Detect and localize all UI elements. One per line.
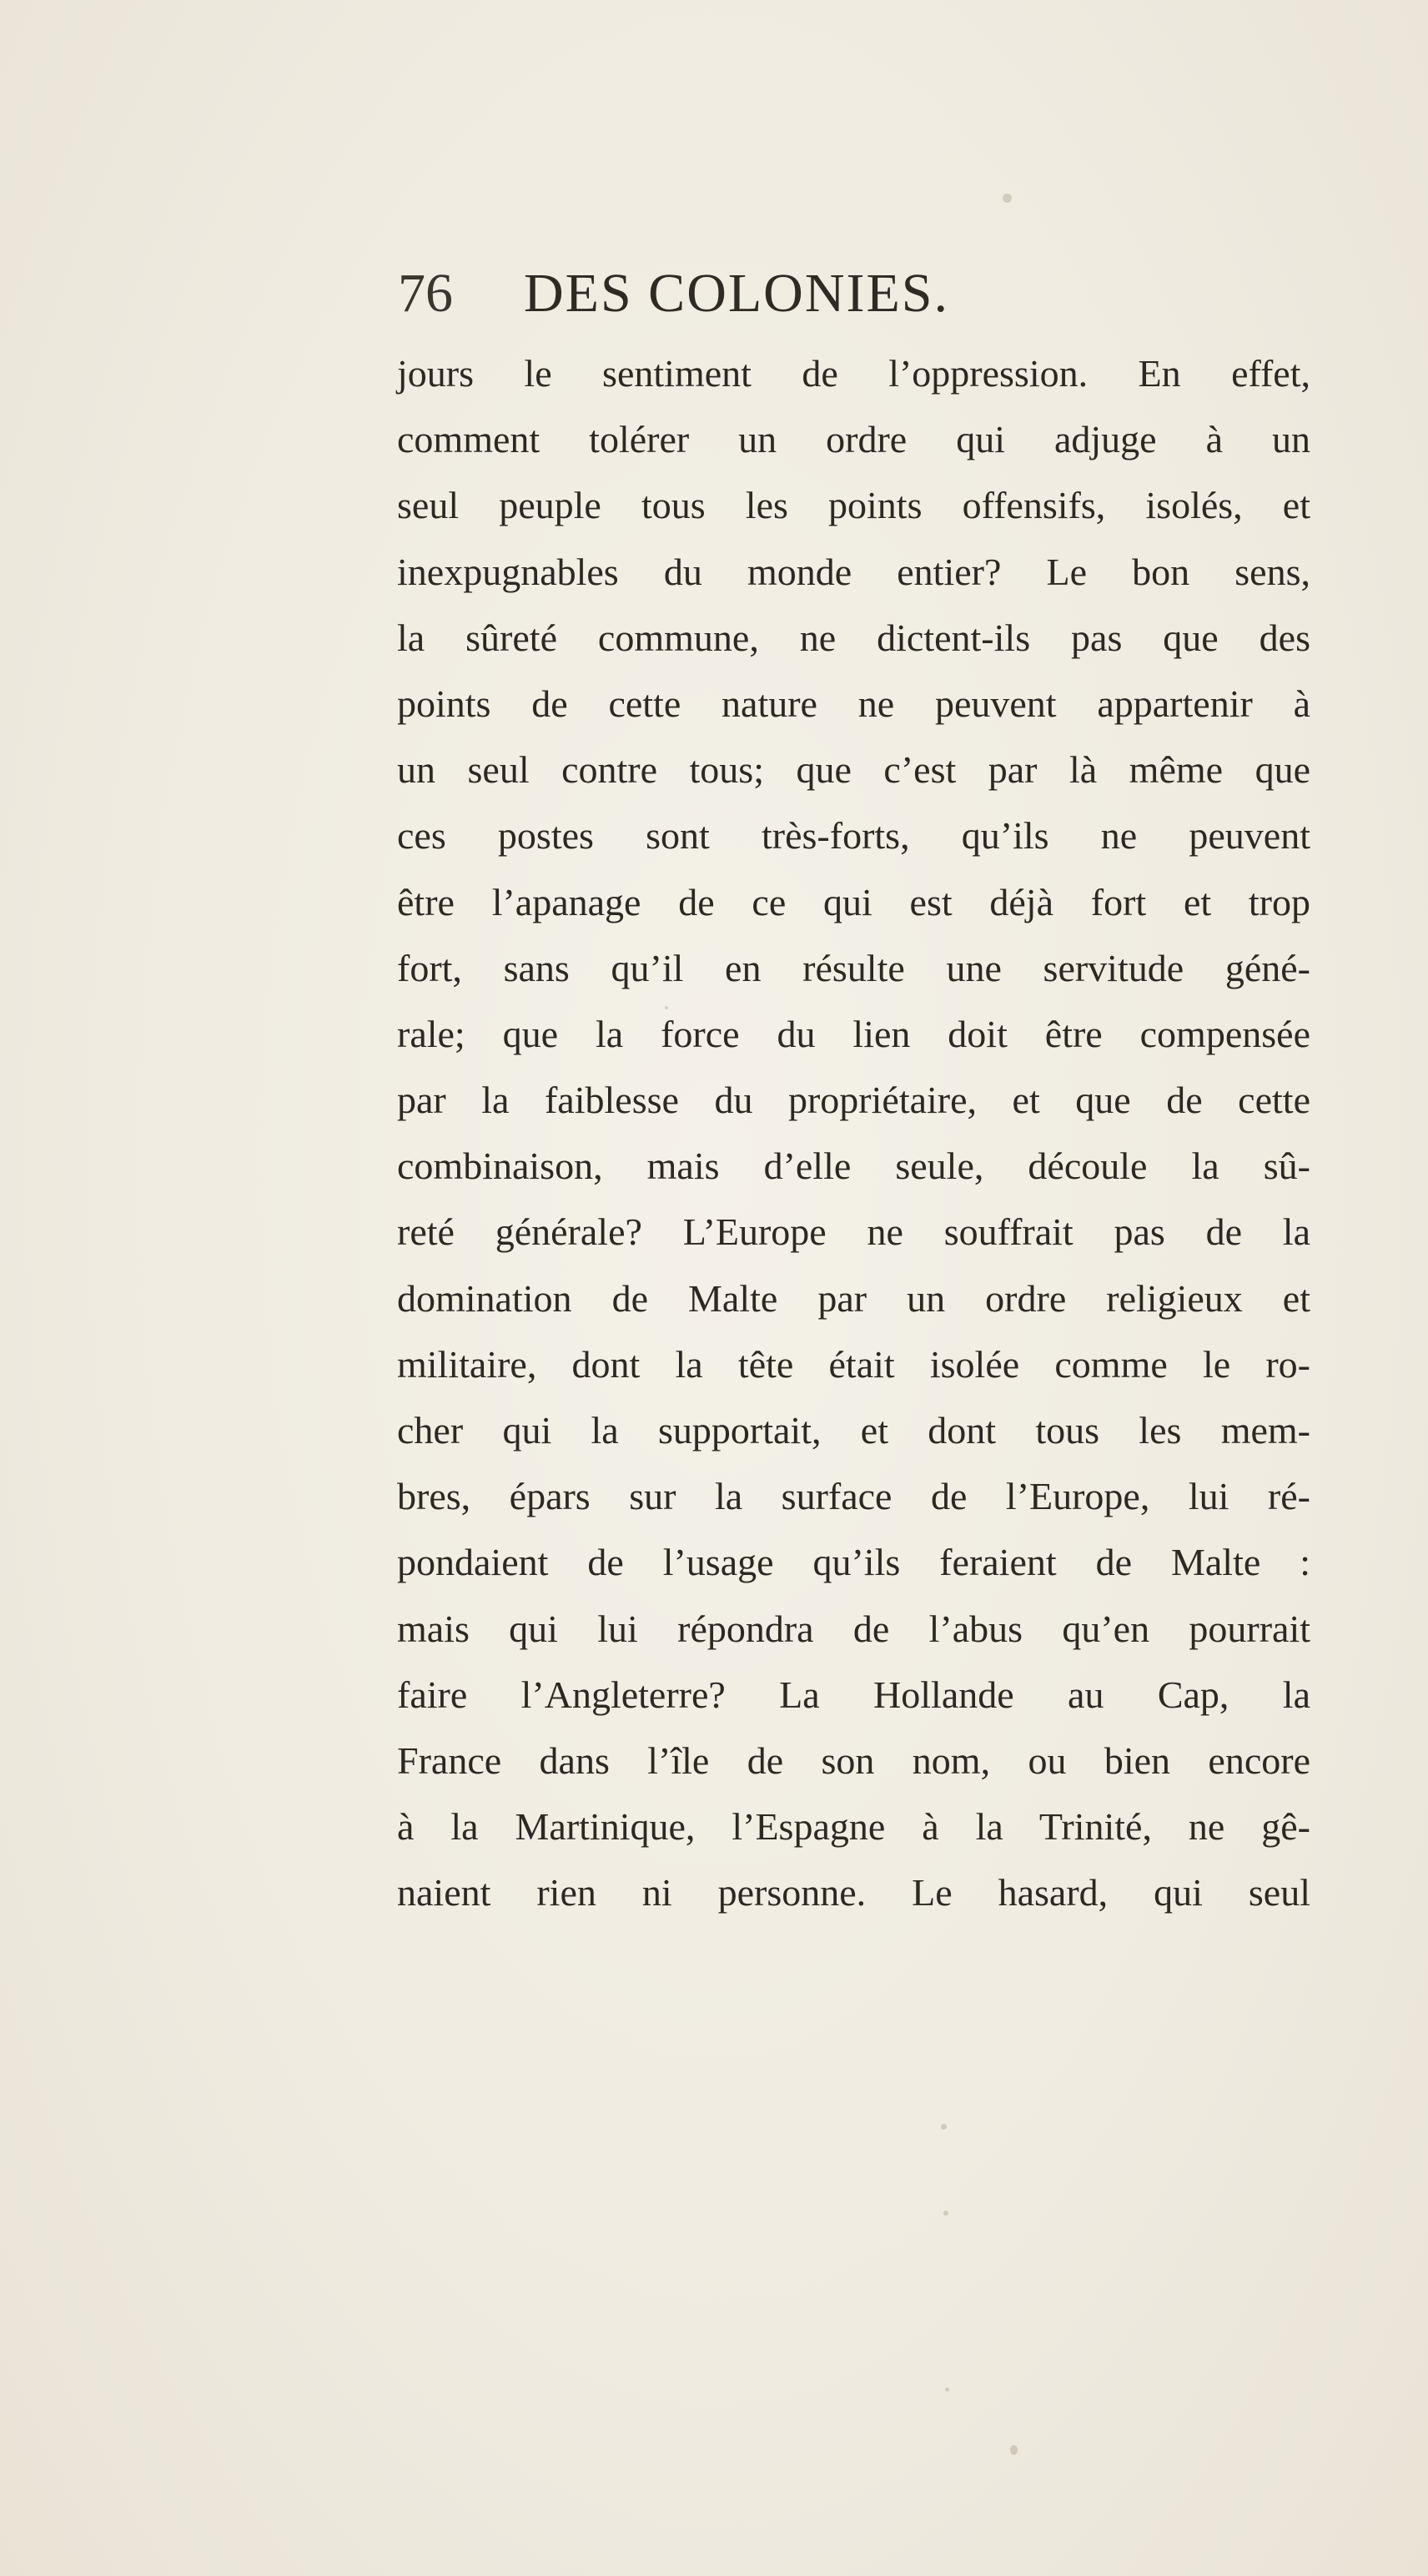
- text-line: être l’apanage de ce qui est déjà fort et trop: [397, 880, 1310, 923]
- text-line: points de cette nature ne peuvent appartenir à: [397, 682, 1310, 725]
- paper-speck: [1010, 2445, 1018, 2455]
- text-line: comment tolérer un ordre qui adjuge à un: [397, 418, 1310, 461]
- paper-speck: [941, 2124, 947, 2130]
- body-text: [397, 340, 1310, 1926]
- text-line: seul peuple tous les points offensifs, isolés, et: [397, 484, 1310, 527]
- paper-speck: [1003, 194, 1012, 203]
- text-line: rale; que la force du lien doit être compensée: [397, 1012, 1310, 1055]
- text-line: fort, sans qu’il en résulte une servitude géné-: [397, 946, 1310, 989]
- paper-speck: [943, 2211, 948, 2216]
- text-line: bres, épars sur la surface de l’Europe, lui ré-: [397, 1475, 1310, 1518]
- text-line: cher qui la supportait, et dont tous les mem-: [397, 1409, 1310, 1452]
- text-line: domination de Malte par un ordre religieux et: [397, 1276, 1310, 1320]
- text-line: pondaient de l’usage qu’ils feraient de Malte :: [397, 1541, 1310, 1584]
- text-line: combinaison, mais d’elle seule, découle la sû-: [397, 1145, 1310, 1188]
- text-line: naient rien ni personne. Le hasard, qui seul: [397, 1871, 1310, 1914]
- text-line: par la faiblesse du propriétaire, et que de cette: [397, 1079, 1310, 1122]
- text-line: faire l’Angleterre? La Hollande au Cap, la: [397, 1673, 1310, 1716]
- page-header: [0, 260, 1428, 327]
- text-line: reté générale? L’Europe ne souffrait pas de la: [397, 1210, 1310, 1254]
- text-line: France dans l’île de son nom, ou bien encore: [397, 1738, 1310, 1782]
- text-line: inexpugnables du monde entier? Le bon sens,: [397, 550, 1310, 593]
- text-line: la sûreté commune, ne dictent-ils pas que des: [397, 616, 1310, 659]
- text-line: mais qui lui répondra de l’abus qu’en pourrait: [397, 1607, 1310, 1650]
- text-line: un seul contre tous; que c’est par là même que: [397, 748, 1310, 792]
- page-number: 76: [398, 263, 453, 324]
- text-line: à la Martinique, l’Espagne à la Trinité, ne gê-: [397, 1805, 1310, 1849]
- text-line: jours le sentiment de l’oppression. En effet,: [397, 352, 1310, 395]
- running-head: DES COLONIES.: [524, 263, 950, 324]
- text-line: ces postes sont très-forts, qu’ils ne peuvent: [397, 814, 1310, 858]
- text-line: militaire, dont la tête était isolée comme le ro-: [397, 1342, 1310, 1386]
- paper-speck: [945, 2387, 949, 2392]
